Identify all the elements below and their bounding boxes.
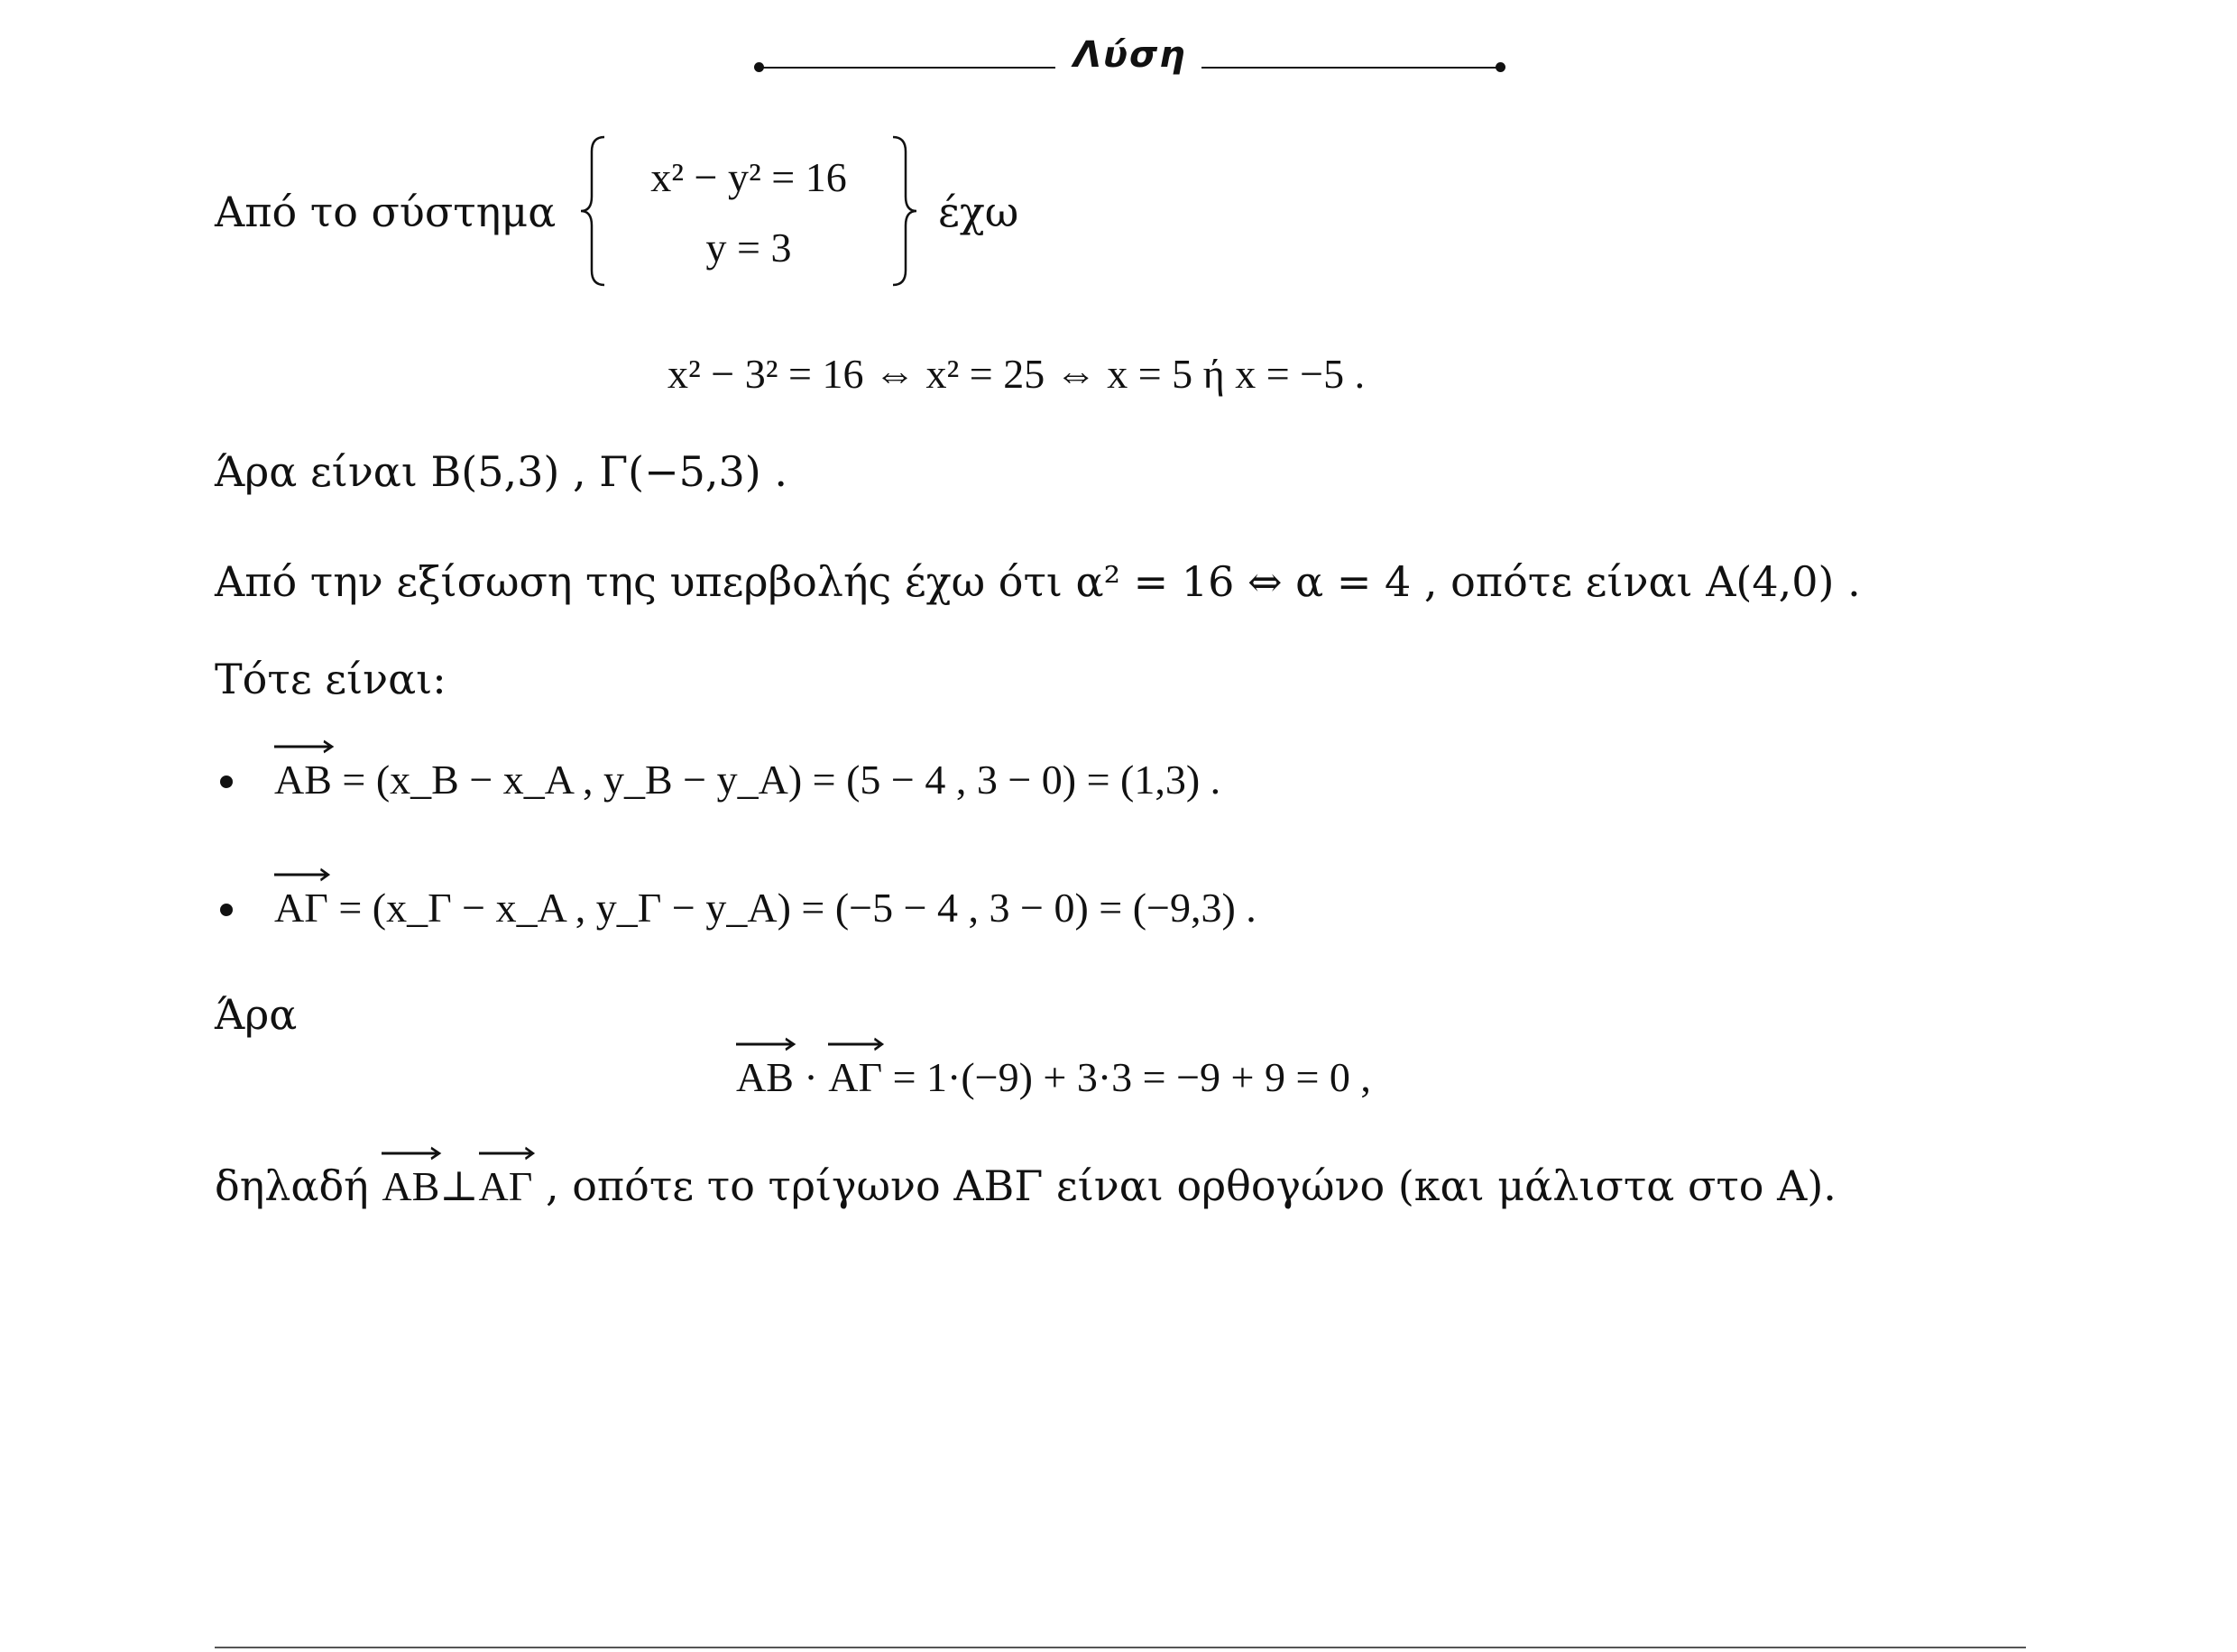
alpha-line: Από την εξίσωση της υπερβολής έχω ότι α² = 16 ⇔ α = 4 , οπότε είναι A(4,0) . <box>215 557 1861 606</box>
dot-product-value: = 1·(−9) + 3·3 = −9 + 9 = 0 , <box>892 1054 1371 1100</box>
vector-arrow-icon <box>479 1146 533 1161</box>
vector-arrow-icon <box>828 1037 882 1051</box>
vector-ab: AB <box>274 759 332 801</box>
solve-equation: x² − 3² = 16 ⇔ x² = 25 ⇔ x = 5 ή x = −5 . <box>667 351 1366 397</box>
therefore-label: Άρα <box>215 990 298 1039</box>
conclusion-prefix: δηλαδή <box>215 1161 369 1210</box>
vector-arrow-icon <box>382 1146 439 1161</box>
system-equation-1: x² − y² = 16 <box>650 154 847 200</box>
header-left-rule <box>759 67 1055 69</box>
header-right-rule <box>1201 67 1501 69</box>
right-brace-icon <box>884 133 920 289</box>
dot-product-line <box>736 1054 1371 1100</box>
equation-system <box>577 133 920 289</box>
vector-ag-line <box>274 887 1257 929</box>
then-line: Τότε είναι: <box>215 655 446 703</box>
header-title: Λύση <box>1073 34 1187 76</box>
conclusion-line <box>215 1161 1837 1210</box>
conclusion-suffix: , οπότε το τρίγωνο ΑΒΓ είναι ορθογώνο (και μάλιστα στο Α). <box>545 1161 1837 1210</box>
left-brace-icon <box>577 133 613 289</box>
bullet-dot-ag <box>220 904 233 916</box>
dot-operator: · <box>804 1054 818 1100</box>
system-prefix: Από το σύστημα <box>215 188 557 236</box>
conclusion-vector-ab: AB <box>382 1166 439 1207</box>
vector-ag: AΓ <box>274 887 328 929</box>
footer-rule <box>215 1647 2026 1648</box>
dot-vector-ab: AB <box>736 1057 794 1098</box>
vector-ab-line <box>274 759 1220 801</box>
vector-arrow-icon <box>274 739 332 754</box>
vector-ab-expansion: = (x_B − x_A , y_B − y_A) = (5 − 4 , 3 − 0) = (1,3) . <box>342 757 1221 803</box>
conclusion-vector-ag: AΓ <box>479 1166 533 1207</box>
system-suffix: έχω <box>938 188 1019 236</box>
header-right-dot <box>1496 62 1505 72</box>
dot-vector-ag: AΓ <box>828 1057 882 1098</box>
system-equation-2: y = 3 <box>705 225 792 271</box>
vector-arrow-icon <box>736 1037 794 1051</box>
perpendicular-symbol: ⊥ <box>439 1163 479 1209</box>
bullet-dot-ab <box>220 776 233 788</box>
points-line: Άρα είναι B(5,3) , Γ(−5,3) . <box>215 447 787 496</box>
vector-arrow-icon <box>274 867 328 882</box>
vector-ag-expansion: = (x_Γ − x_A , y_Γ − y_A) = (−5 − 4 , 3 − 0) = (−9,3) . <box>338 885 1257 931</box>
